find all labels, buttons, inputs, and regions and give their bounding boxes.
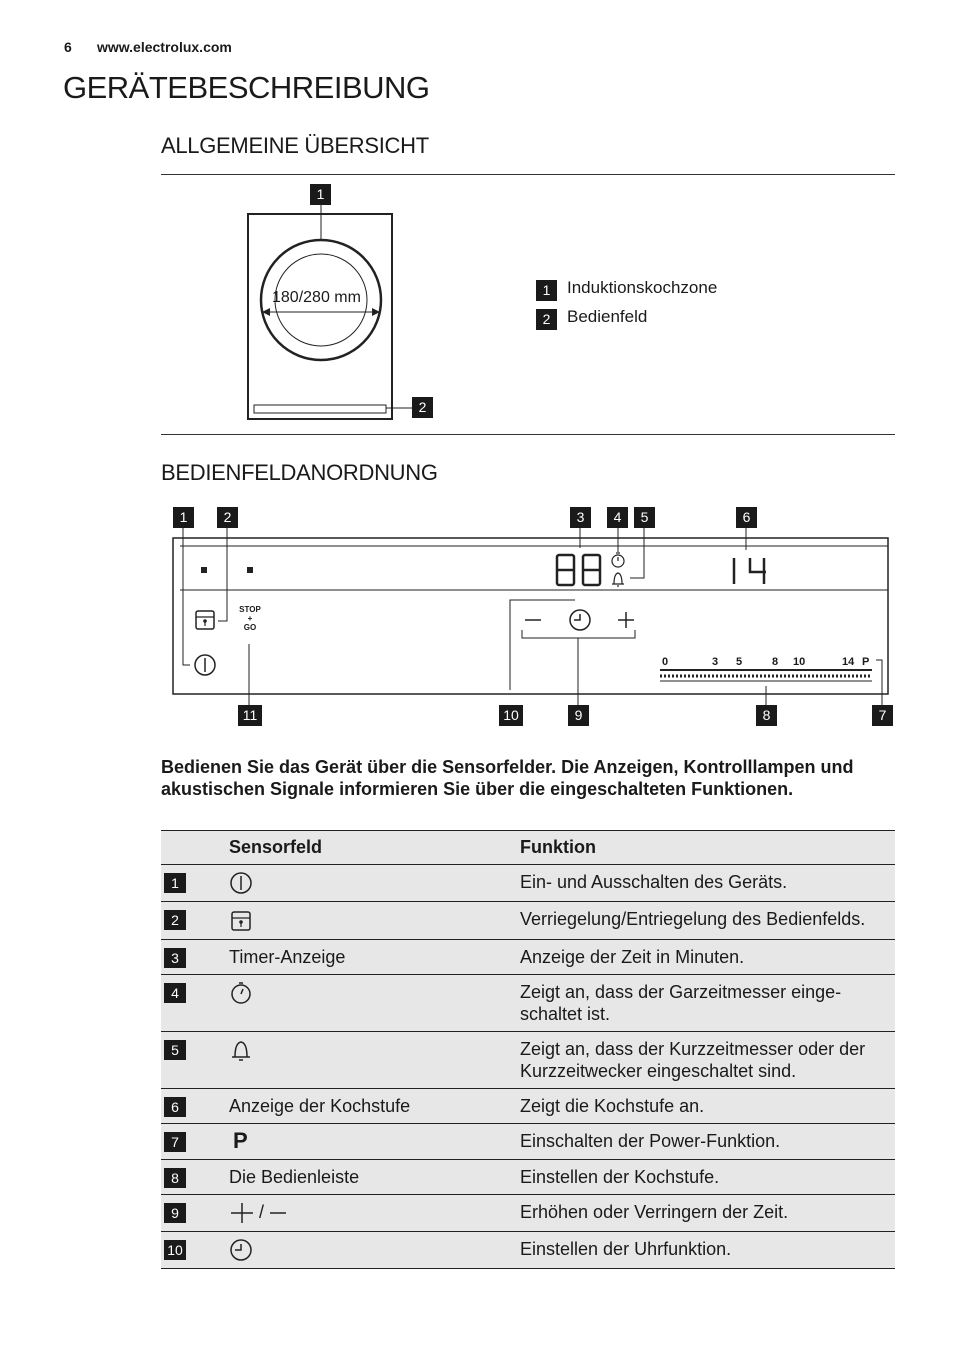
stopwatch-icon [229,981,253,1005]
row-number: 4 [164,983,186,1003]
bell-icon [229,1038,253,1062]
row-number: 8 [164,1168,186,1188]
function-text: Erhöhen oder Verringern der Zeit. [516,1194,895,1231]
stopwatch-icon [612,553,624,567]
p-icon: P [233,1127,248,1153]
panel-callout-3: 3 [570,507,591,528]
row-number: 1 [164,873,186,893]
clock-icon [570,610,590,630]
level-display [734,558,766,584]
website: www.electrolux.com [97,39,232,55]
panel-heading: BEDIENFELDANORDNUNG [161,460,438,485]
panel-callout-11: 11 [238,705,262,726]
intro-text: Bedienen Sie das Gerät über die Sensorfelder. Die Anzeigen, Kontrolllampen und akustischen Signale informieren Sie über die eingeschalteten Funktionen. [161,757,854,799]
scale-label: 8 [772,656,779,668]
callout-1: 1 [310,184,331,205]
sensor-text: Timer-Anzeige [225,939,516,974]
function-text: Einstellen der Kochstufe. [516,1159,895,1194]
callout-2: 2 [412,397,433,418]
table-row [161,902,895,939]
row-number: 6 [164,1097,186,1117]
plus-icon [229,1201,255,1225]
panel-callout-10: 10 [499,705,523,726]
page-title: GERÄTEBESCHREIBUNG [63,70,430,105]
row-number: 5 [164,1040,186,1060]
scale-label: 10 [793,656,806,668]
timer-display [557,555,600,585]
panel-callout-6: 6 [736,507,757,528]
panel-callout-5: 5 [634,507,655,528]
function-text: Einschalten der Power-Funktion. [516,1123,895,1159]
sensor-text: Die Bedienleiste [225,1159,516,1194]
clock-icon [229,1238,253,1262]
col-sensor: Sensorfeld [225,831,516,865]
bell-icon [612,573,624,586]
panel-callout-7: 7 [872,705,893,726]
row-number: 3 [164,948,186,968]
power-icon [195,655,215,675]
sensor-text: Anzeige der Kochstufe [225,1088,516,1123]
row-number: 7 [164,1132,186,1152]
table-row [161,939,895,974]
legend-num-1: 1 [536,280,557,301]
panel-callout-9: 9 [568,705,589,726]
scale-label: 14 [842,656,855,668]
table-row [161,1159,895,1194]
function-table [161,830,895,1269]
function-text: Ein- und Ausschalten des Geräts. [516,865,895,902]
panel-callout-1: 1 [173,507,194,528]
legend-text-1: Induktionskochzone [567,278,718,297]
zone-size-label: 180/280 mm [272,289,361,306]
lock-icon [229,909,253,933]
lock-icon [196,611,214,629]
panel-callout-2: 2 [217,507,238,528]
table-row [161,1088,895,1123]
function-text: Zeigt an, dass der Garzeitmesser einge-schaltet ist. [516,974,895,1031]
table-row [161,1194,895,1231]
power-icon [229,871,253,895]
col-function: Funktion [516,831,895,865]
scale-label: 0 [662,656,669,668]
table-row [161,1231,895,1268]
page-number: 6 [64,39,72,55]
function-text: Zeigt an, dass der Kurzzeitmesser oder der Kurzzeitwecker eingeschaltet sind. [516,1031,895,1088]
function-text: Verriegelung/Entriegelung des Bedienfelds. [516,902,895,939]
row-number: 10 [164,1240,186,1260]
function-text: Einstellen der Uhrfunktion. [516,1231,895,1268]
function-text: Zeigt die Kochstufe an. [516,1088,895,1123]
scale-label: 3 [712,656,719,668]
stop-go-label: STOP + GO [239,605,261,632]
separator: / [259,1201,265,1222]
scale-label: 5 [736,656,743,668]
panel-callout-8: 8 [756,705,777,726]
legend-num-2: 2 [536,309,557,330]
table-row [161,1123,895,1159]
table-row [161,974,895,1031]
panel-callout-4: 4 [607,507,628,528]
function-text: Anzeige der Zeit in Minuten. [516,939,895,974]
table-row [161,865,895,902]
table-row [161,1031,895,1088]
scale-label: P [862,656,870,668]
row-number: 9 [164,1203,186,1223]
minus-icon [268,1201,288,1225]
divider [161,434,895,435]
control-panel-diagram [160,500,900,730]
row-number: 2 [164,910,186,930]
divider [161,174,895,175]
overview-heading: ALLGEMEINE ÜBERSICHT [161,133,429,158]
legend-text-2: Bedienfeld [567,307,648,326]
